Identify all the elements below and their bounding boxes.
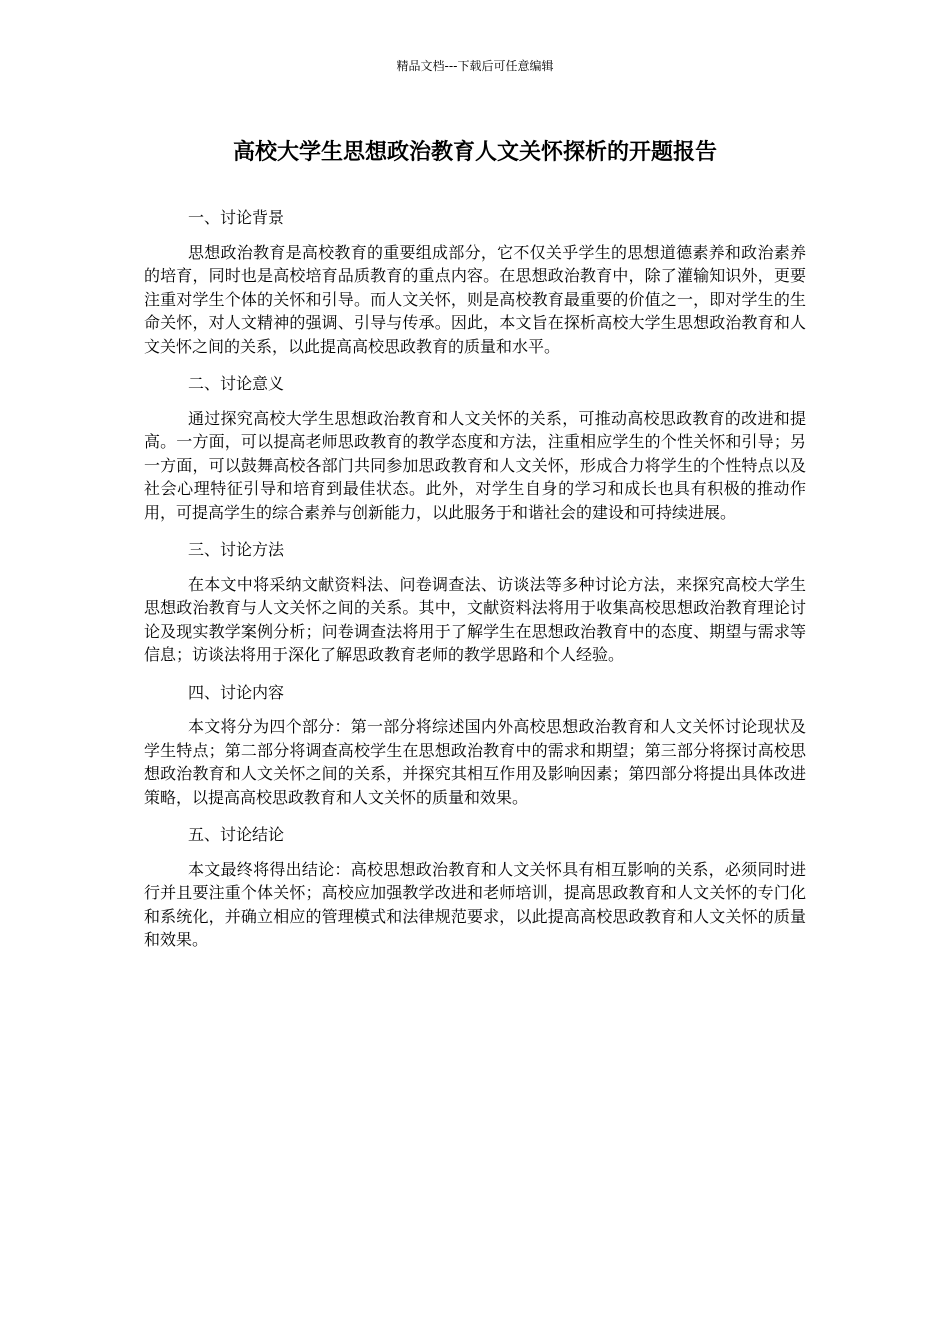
- document-body: [144, 206, 806, 952]
- section-heading-background: 一、讨论背景: [188, 208, 285, 227]
- section-heading-methods: 三、讨论方法: [188, 540, 285, 559]
- section-paragraph-content: 本文将分为四个部分：第一部分将综述国内外高校思想政治教育和人文关怀讨论现状及学生特点；第二部分将调查高校学生在思想政治教育中的需求和期望；第三部分将探讨高校思想政治教育和人文关怀之间的关系，并探究其相互作用及影响因素；第四部分将提出具体改进策略，以提高高校思政教育和人文关怀的质量和效果。: [144, 717, 806, 807]
- section-heading-significance: 二、讨论意义: [188, 374, 285, 393]
- section-heading-conclusion: 五、讨论结论: [188, 825, 285, 844]
- header-note: 精品文档---下载后可任意编辑: [396, 59, 554, 73]
- section-heading-content: 四、讨论内容: [188, 682, 285, 702]
- section-paragraph-significance: 通过探究高校大学生思想政治教育和人文关怀的关系，可推动高校思政教育的改进和提高。一方面，可以提高老师思政教育的教学态度和方法，注重相应学生的个性关怀和引导；另一方面，可以鼓舞高校各部门共同参加思政教育和人文关怀，形成合力将学生的个性特点以及社会心理特征引导和培育到最佳状态。此外，对学生自身的学习和成长也具有积极的推动作用，可提高学生的综合素养与创新能力，以此服务于和谐社会的建设和可持续进展。: [144, 408, 806, 522]
- document-title: 高校大学生思想政治教育人文关怀探析的开题报告: [232, 140, 717, 165]
- section-paragraph-background: 思想政治教育是高校教育的重要组成部分，它不仅关乎学生的思想道德素养和政治素养的培育，同时也是高校培育品质教育的重点内容。在思想政治教育中，除了灌输知识外，更要注重对学生个体的关怀和引导。而人文关怀，则是高校教育最重要的价值之一，即对学生的生命关怀，对人文精神的强调、引导与传承。因此，本文旨在探析高校大学生思想政治教育和人文关怀之间的关系，以此提高高校思政教育的质量和水平。: [144, 242, 806, 356]
- section-paragraph-conclusion: 本文最终将得出结论：高校思想政治教育和人文关怀具有相互影响的关系，必须同时进行并且要注重个体关怀；高校应加强教学改进和老师培训，提高思政教育和人文关怀的专门化和系统化，并确立相应的管理模式和法律规范要求，以此提高高校思政教育和人文关怀的质量和效果。: [144, 859, 806, 949]
- section-paragraph-methods: 在本文中将采纳文献资料法、问卷调查法、访谈法等多种讨论方法，来探究高校大学生思想政治教育与人文关怀之间的关系。其中，文献资料法将用于收集高校思想政治教育理论讨论及现实教学案例分析；问卷调查法将用于了解学生在思想政治教育中的态度、期望与需求等信息；访谈法将用于深化了解思政教育老师的教学思路和个人经验。: [144, 574, 806, 664]
